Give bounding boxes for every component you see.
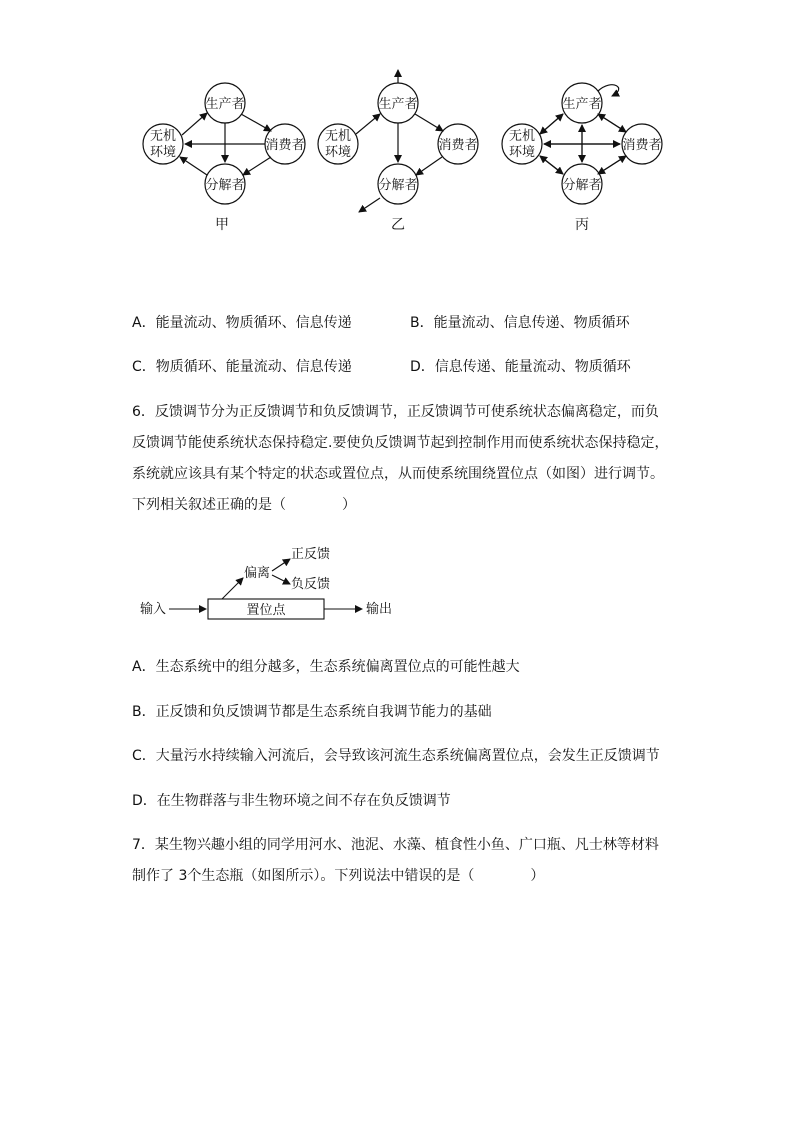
feedback-diagram — [0, 540, 794, 625]
diagram-deviation: 偏离 — [244, 566, 271, 581]
diagram-positive: 正反馈 — [291, 547, 331, 562]
q6-option-c: C．大量污水持续输入河流后，会导致该河流生态系统偏离置位点，会发生正反馈调节 — [132, 748, 660, 764]
diagram-negative: 负反馈 — [291, 577, 331, 592]
caption-yi: 乙 — [391, 217, 405, 233]
node-decomposer-yi: 分解者 — [378, 178, 418, 193]
node-consumer-bing: 消费者 — [622, 138, 662, 153]
q5-option-c: C．物质循环、能量流动、信息传递 — [132, 359, 352, 375]
node-env-yi-2: 环境 — [324, 145, 352, 160]
node-consumer-jia: 消费者 — [265, 138, 305, 153]
node-env-bing-2: 环境 — [508, 145, 536, 160]
q6-stem-line-3: 系统就应该具有某个特定的状态或置位点，从而使系统围绕置位点（如图）进行调节。 — [132, 466, 664, 482]
ecosystem-diagrams — [0, 0, 794, 250]
q5-option-d: D．信息传递、能量流动、物质循环 — [410, 359, 631, 375]
node-consumer-yi: 消费者 — [438, 138, 478, 153]
q6-option-b: B．正反馈和负反馈调节都是生态系统自我调节能力的基础 — [132, 704, 492, 720]
diagram-setpoint: 置位点 — [246, 603, 286, 618]
node-producer-yi: 生产者 — [378, 97, 418, 112]
q6-stem-line-4: 下列相关叙述正确的是（ ） — [132, 497, 356, 513]
node-env-jia-1: 无机 — [149, 129, 177, 144]
node-env-jia-2: 环境 — [149, 145, 177, 160]
diagram-input: 输入 — [140, 602, 167, 617]
caption-jia: 甲 — [215, 217, 229, 233]
q5-option-a: A．能量流动、物质循环、信息传递 — [132, 315, 352, 331]
node-env-yi-1: 无机 — [324, 129, 352, 144]
caption-bing: 丙 — [575, 217, 589, 233]
node-producer-jia: 生产者 — [205, 97, 245, 112]
q6-stem-line-2: 反馈调节能使系统状态保持稳定.要使负反馈调节起到控制作用而使系统状态保持稳定， — [132, 435, 669, 451]
node-env-bing-1: 无机 — [508, 129, 536, 144]
node-producer-bing: 生产者 — [562, 97, 602, 112]
q7-stem-line-2: 制作了 3个生态瓶（如图所示）。下列说法中错误的是（ ） — [132, 868, 545, 884]
q6-stem-line-1: 6．反馈调节分为正反馈调节和负反馈调节，正反馈调节可使系统状态偏离稳定，而负 — [132, 404, 659, 420]
q6-option-d: D．在生物群落与非生物环境之间不存在负反馈调节 — [132, 793, 451, 809]
q5-option-b: B．能量流动、信息传递、物质循环 — [410, 315, 630, 331]
diagram-output: 输出 — [366, 602, 393, 617]
node-decomposer-jia: 分解者 — [205, 178, 245, 193]
node-decomposer-bing: 分解者 — [562, 178, 602, 193]
q7-stem-line-1: 7．某生物兴趣小组的同学用河水、池泥、水藻、植食性小鱼、广口瓶、凡士林等材料 — [132, 837, 659, 853]
q6-option-a: A．生态系统中的组分越多，生态系统偏离置位点的可能性越大 — [132, 659, 520, 675]
